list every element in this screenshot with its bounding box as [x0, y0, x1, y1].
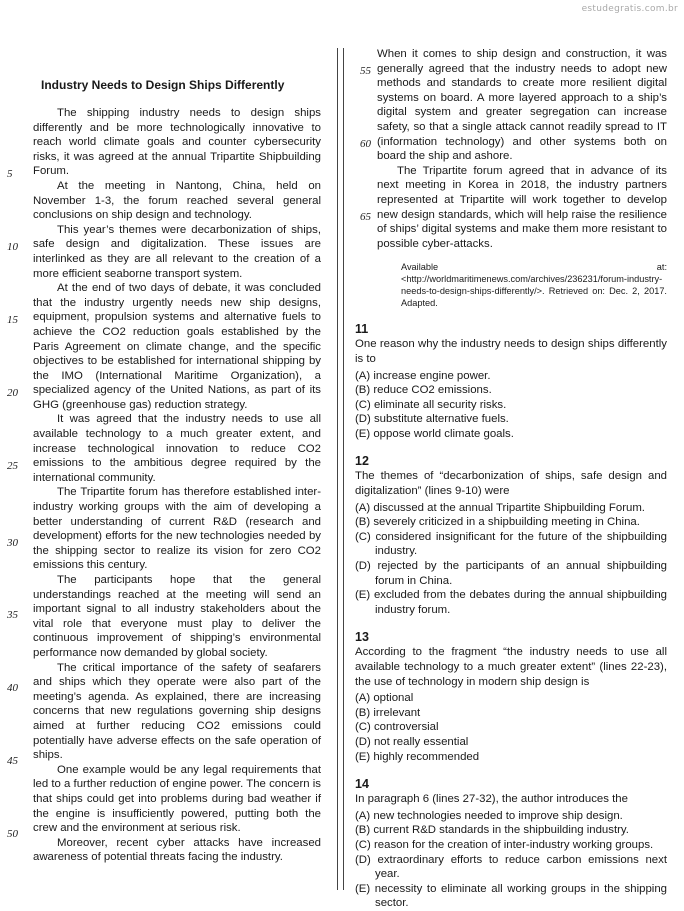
- answer-option[interactable]: (B) current R&D standards in the shipbuilding industry.: [355, 824, 629, 837]
- question-stem: The themes of “decarbonization of ships, safe design and digitalization” (lines 9-10) were: [355, 470, 667, 498]
- line-number: 60: [360, 138, 371, 150]
- article-left-column: [33, 78, 321, 865]
- question-number: 12: [355, 454, 369, 469]
- question-stem: In paragraph 6 (lines 27-32), the author introduces the: [355, 793, 628, 806]
- line-number: 50: [7, 828, 18, 840]
- answer-option[interactable]: (A) new technologies needed to improve ship design.: [355, 809, 623, 822]
- answer-option[interactable]: (C) eliminate all security risks.: [355, 398, 507, 411]
- article-paragraph: It was agreed that the industry needs to use all available technology to a much greater extent, and increase technological innovation to reduce CO2 emissions to the ambitious degree required by the international community.: [33, 413, 321, 484]
- article-paragraph: The Tripartite forum has therefore established inter-industry working groups with the aim of developing a better understanding of current R&D (research and development) efforts for the new technologies needed by the shipping sector to realize its vision for zero CO2 emissions this century.: [33, 486, 321, 572]
- answer-option[interactable]: (E) highly recommended: [355, 750, 480, 763]
- question-stem: According to the fragment “the industry needs to use all available technology to a much greater extent” (lines 22-23), the use of technology in modern ship design is: [355, 646, 667, 688]
- line-number: 35: [7, 609, 18, 621]
- article-paragraph: One example would be any legal requirements that led to a further reduction of engine power. The concern is that ships could get into problems during bad weather if the engine is insufficiently powered, putting both the crew and the environment at serious risk.: [33, 763, 321, 835]
- answer-option[interactable]: (C) controversial: [355, 721, 439, 734]
- answer-option[interactable]: (A) increase engine power.: [355, 369, 491, 382]
- column-divider: [337, 48, 344, 890]
- line-number: 5: [7, 168, 13, 180]
- line-number: 40: [7, 682, 18, 694]
- right-column: [355, 47, 667, 911]
- answer-option[interactable]: (E) excluded from the debates during the annual shipbuilding industry forum.: [355, 589, 667, 616]
- article-paragraph: The participants hope that the general understandings reached at the meeting will send an important signal to all industry stakeholders about the vital role that everyone must play to deliver the continuous improvement of shipping’s environmental performance now demanded by global society.: [33, 574, 321, 659]
- article-paragraph: When it comes to ship design and construction, it was generally agreed that the industry needs to adopt new methods and standards to create more resilient digital systems on board. A more layered approach to a ship’s digital system and greater segregation can increase safety, so that a single attack cannot readily spread to IT (information technology) and other systems both on board the ship and ashore.: [377, 48, 667, 163]
- line-number: 15: [7, 314, 18, 326]
- answer-option[interactable]: (D) rejected by the participants of an annual shipbuilding forum in China.: [355, 560, 667, 587]
- question-13: [355, 629, 667, 764]
- article-paragraph: At the meeting in Nantong, China, held on November 1-3, the forum reached several general conclusions on ship design and technology.: [33, 179, 321, 222]
- question-number: 13: [355, 630, 369, 645]
- line-number: 25: [7, 460, 18, 472]
- article-paragraph: This year’s themes were decarbonization of ships, safe design and digitalization. These issues are interlinked as they are all relevant to the creation of a more efficient seaborne transport system.: [33, 223, 321, 280]
- answer-option[interactable]: (D) extraordinary efforts to reduce carbon emissions next year.: [355, 853, 667, 881]
- article-paragraph: Moreover, recent cyber attacks have increased awareness of potential threats facing the industry.: [33, 836, 321, 864]
- answer-option[interactable]: (D) not really essential: [355, 735, 469, 748]
- question-11: [355, 321, 667, 441]
- question-12: [355, 453, 667, 617]
- question-14: [355, 776, 667, 911]
- line-number: 65: [360, 211, 371, 223]
- answer-option[interactable]: (C) considered insignificant for the future of the shipbuilding industry.: [355, 530, 667, 558]
- watermark: estudegratis.com.br: [581, 4, 678, 14]
- answer-option[interactable]: (B) irrelevant: [355, 706, 421, 719]
- question-stem: One reason why the industry needs to design ships differently is to: [355, 338, 667, 365]
- article-title: Industry Needs to Design Ships Differently: [41, 78, 285, 92]
- answer-option[interactable]: (B) severely criticized in a shipbuilding meeting in China.: [355, 516, 640, 529]
- answer-option[interactable]: (A) discussed at the annual Tripartite Shipbuilding Forum.: [355, 501, 645, 514]
- answer-option[interactable]: (E) necessity to eliminate all working groups in the shipping sector.: [355, 882, 667, 910]
- answer-option[interactable]: (A) optional: [355, 692, 414, 705]
- article-paragraph: The shipping industry needs to design ships differently and be more technologically innovative to reach world climate goals and counter cybersecurity risks, it was agreed at the annual Tripartite Shipbuilding Forum.: [33, 107, 321, 178]
- answer-option[interactable]: (B) reduce CO2 emissions.: [355, 384, 492, 397]
- answer-option[interactable]: (E) oppose world climate goals.: [355, 427, 514, 440]
- line-number: 30: [7, 537, 18, 549]
- line-number: 20: [7, 387, 18, 399]
- question-number: 14: [355, 777, 369, 792]
- line-number: 55: [360, 65, 371, 77]
- article-paragraph: The Tripartite forum agreed that in advance of its next meeting in Korea in 2018, the industry partners represented at Tripartite will work together to develop new design standards, which will help raise the resilience of ships’ digital systems and make them more resistant to possible cyber-attacks.: [377, 164, 667, 250]
- article-paragraph: The critical importance of the safety of seafarers and ships which they operate were also part of the meeting’s agenda. As explained, there are increasing concerns that new regulations governing ship designs aimed at further reducing CO2 emissions could potentially have adverse effects on the safe operation of ships.: [33, 661, 321, 762]
- question-number: 11: [355, 322, 369, 337]
- answer-option[interactable]: (C) reason for the creation of inter-industry working groups.: [355, 838, 654, 851]
- article-paragraph: At the end of two days of debate, it was concluded that the industry urgently needs new ship designs, equipment, propulsion systems and alternative fuels to achieve the CO2 reduction goals established by the Paris Agreement on climate change, and the specific objectives to be established for international shipping by the IMO (International Maritime Organization), a specialized agency of the United Nations, as part of its GHG (greenhouse gas) reduction strategy.: [33, 282, 321, 411]
- article-source: Available at: <http://worldmaritimenews.com/archives/236231/forum-industry-needs-to-design-ships-differently/>. Retrieved on: Dec. 2, 2017. Adapted.: [401, 262, 667, 309]
- answer-option[interactable]: (D) substitute alternative fuels.: [355, 413, 509, 426]
- line-number: 45: [7, 755, 18, 767]
- line-number: 10: [7, 241, 18, 253]
